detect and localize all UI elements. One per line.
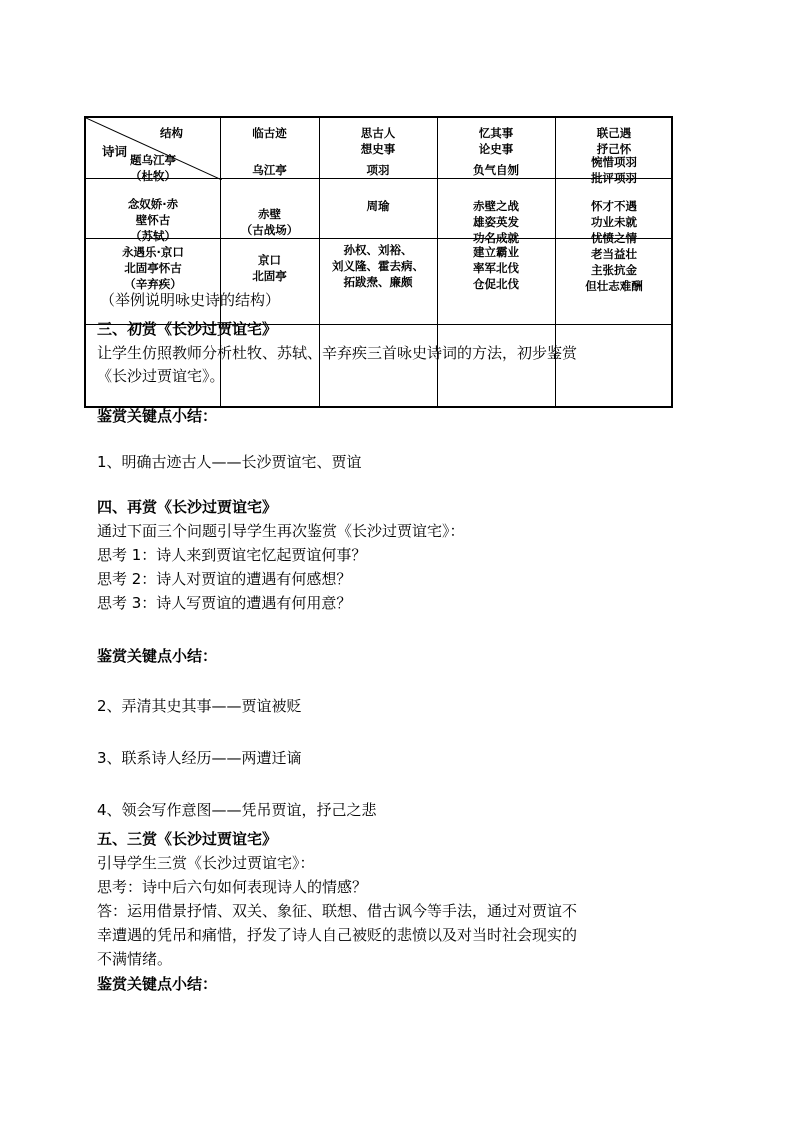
row3-cell-2: 孙权、刘裕、 刘义隆、霍去病、 拓跋焘、廉颇: [332, 243, 424, 289]
section-5-answer-line2: 幸遭遇的凭吊和痛惜，抒发了诗人自己被贬的悲愤以及对当时社会现实的: [97, 926, 578, 944]
question-3: 思考 3：诗人写贾谊的遭遇有何用意？: [97, 594, 352, 612]
question-1: 思考 1：诗人来到贾谊宅忆起贾谊何事？: [97, 546, 367, 564]
row1-cell-3: 负气自刎: [473, 163, 519, 177]
row3-cell-1: 京口 北固亭: [252, 253, 287, 283]
header-structure-label: 结构: [160, 126, 183, 140]
section-5-answer-line1: 答：运用借景抒情、双关、象征、联想、借古讽今等手法，通过对贾谊不: [97, 902, 578, 920]
row1-cell-1: 乌江亭: [252, 163, 287, 177]
row2-cell-3: 赤壁之战 雄姿英发 功名成就: [473, 199, 519, 245]
section-3-paragraph-line1: 让学生仿照教师分析杜牧、苏轼、辛弃疾三首咏史诗词的方法，初步鉴赏: [97, 344, 578, 362]
row1-title: 题乌江亭 （杜牧）: [130, 153, 176, 183]
point-4: 4、领会写作意图——凭吊贾谊，抒己之悲: [97, 801, 377, 819]
point-1: 1、明确古迹古人——长沙贾谊宅、贾谊: [97, 453, 362, 471]
question-2: 思考 2：诗人对贾谊的遭遇有何感想？: [97, 570, 352, 588]
summary-heading-2: 鉴赏关键点小结：: [97, 647, 218, 665]
section-3-title: 三、初赏《长沙过贾谊宅》: [97, 320, 278, 338]
row1-cell-4: 惋惜项羽 批评项羽: [591, 155, 637, 185]
row3-cell-3: 建立霸业 率军北伐 仓促北伐: [473, 245, 519, 291]
header-col-3: 忆其事 论史事: [478, 126, 514, 156]
section-5-answer-line3: 不满情绪。: [97, 950, 173, 968]
example-note: （举例说明咏史诗的结构）: [100, 291, 281, 309]
header-col-2: 思古人 想史事: [360, 126, 396, 156]
section-3-paragraph-line2: 《长沙过贾谊宅》。: [97, 367, 225, 385]
header-poem-label: 诗词: [102, 144, 128, 159]
header-col-1: 临古迹: [252, 126, 287, 140]
row2-title: 念奴娇·赤 壁怀古 （苏轼）: [127, 197, 179, 243]
row2-cell-1: 赤壁 （古战场）: [240, 207, 299, 237]
row1-cell-2: 项羽: [366, 163, 390, 177]
point-3: 3、联系诗人经历——两遭迁谪: [97, 749, 302, 767]
section-5-intro: 引导学生三赏《长沙过贾谊宅》：: [97, 854, 315, 872]
summary-heading-3: 鉴赏关键点小结：: [97, 975, 218, 993]
row3-title: 永遇乐·京口 北固亭怀古 （辛弃疾）: [122, 245, 184, 291]
point-2: 2、弄清其史其事——贾谊被贬: [97, 697, 302, 715]
row2-cell-2: 周瑜: [366, 199, 390, 213]
row3-cell-4: 老当益壮 主张抗金 但壮志难酬: [585, 247, 643, 293]
section-4-title: 四、再赏《长沙过贾谊宅》: [97, 498, 278, 516]
header-col-4: 联己遇 抒己怀: [596, 126, 632, 156]
section-5-question: 思考：诗中后六句如何表现诗人的情感？: [97, 878, 368, 896]
summary-heading-1: 鉴赏关键点小结：: [97, 407, 218, 425]
section-4-intro: 通过下面三个问题引导学生再次鉴赏《长沙过贾谊宅》：: [97, 522, 465, 540]
row2-cell-4: 怀才不遇 功业未就 忧愤之情: [591, 199, 637, 245]
section-5-title: 五、三赏《长沙过贾谊宅》: [97, 830, 278, 848]
